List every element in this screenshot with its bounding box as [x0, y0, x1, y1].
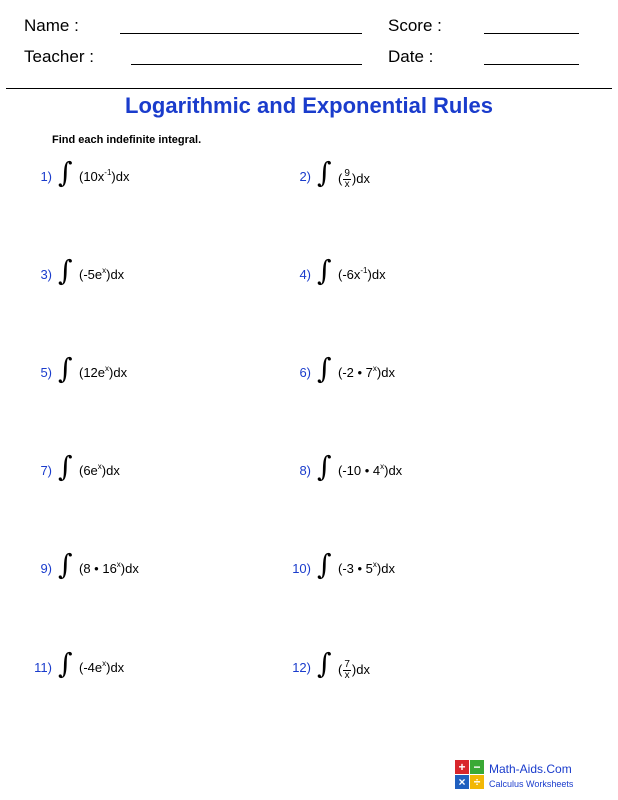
integral-symbol: ∫ — [58, 548, 73, 581]
problem-number: 6) — [299, 365, 311, 380]
integrand-tail: )dx — [109, 365, 128, 380]
exponent: x — [102, 266, 107, 275]
exponent: x — [105, 364, 110, 373]
integrand-base: (12e — [79, 365, 106, 380]
integrand — [338, 463, 402, 478]
problem-number: 1) — [40, 169, 52, 184]
integrand — [79, 463, 120, 478]
exponent: x — [372, 560, 377, 569]
times-icon: × — [455, 775, 469, 789]
divide-icon: ÷ — [470, 775, 484, 789]
problem-number: 4) — [299, 267, 311, 282]
fraction — [343, 169, 351, 190]
integrand — [79, 365, 127, 380]
integral-symbol: ∫ — [317, 352, 332, 385]
integrand-tail: )dx — [376, 365, 395, 380]
integrand — [338, 365, 395, 380]
integrand — [79, 267, 124, 282]
integrand — [338, 561, 395, 576]
problem-number: 11) — [34, 660, 52, 675]
fraction-denominator: x — [344, 179, 350, 190]
integral-symbol: ∫ — [58, 352, 73, 385]
exponent: -1 — [360, 266, 368, 275]
name-field[interactable] — [120, 33, 362, 34]
integrand-tail: )dx — [351, 661, 370, 677]
integrand — [338, 267, 386, 282]
integrand-open: ( — [338, 170, 343, 186]
integrand — [338, 660, 370, 681]
date-field[interactable] — [484, 64, 579, 65]
integrand — [79, 660, 124, 675]
integrand-open: ( — [338, 661, 343, 677]
problem-number: 10) — [292, 561, 311, 576]
integrand-base: (-10 • 4 — [338, 463, 381, 478]
math-aids-logo — [455, 760, 485, 790]
integral-symbol: ∫ — [317, 254, 332, 287]
exponent: x — [102, 659, 107, 668]
integrand-tail: )dx — [376, 561, 395, 576]
instructions: Find each indefinite integral. — [52, 134, 202, 146]
integrand — [338, 169, 370, 190]
problem-number: 8) — [299, 463, 311, 478]
minus-icon: − — [470, 760, 484, 774]
integral-symbol: ∫ — [317, 156, 332, 189]
exponent: -1 — [104, 168, 112, 177]
integrand — [79, 561, 139, 576]
brand-subtitle: Calculus Worksheets — [489, 779, 574, 789]
integral-symbol: ∫ — [58, 450, 73, 483]
integrand-tail: )dx — [111, 169, 130, 184]
brand-name: Math-Aids.Com — [489, 762, 572, 776]
problem-number: 3) — [40, 267, 52, 282]
exponent: x — [116, 560, 121, 569]
integrand-base: (-4e — [79, 660, 103, 675]
score-label: Score : — [388, 16, 442, 35]
page-title: Logarithmic and Exponential Rules — [125, 93, 493, 118]
problem-number: 12) — [292, 660, 311, 675]
integrand-base: (8 • 16 — [79, 561, 117, 576]
integrand-tail: )dx — [367, 267, 386, 282]
problem-number: 7) — [40, 463, 52, 478]
header-divider — [6, 88, 612, 89]
date-label: Date : — [388, 47, 434, 66]
integral-symbol: ∫ — [58, 156, 73, 189]
plus-icon: + — [455, 760, 469, 774]
integrand-base: (10x — [79, 169, 105, 184]
integral-symbol: ∫ — [317, 548, 332, 581]
problem-number: 2) — [299, 169, 311, 184]
fraction-denominator: x — [344, 670, 350, 681]
exponent: x — [380, 462, 385, 471]
integrand-base: (6e — [79, 463, 98, 478]
fraction — [343, 660, 351, 681]
problem-number: 5) — [40, 365, 52, 380]
score-field[interactable] — [484, 33, 579, 34]
integrand-tail: )dx — [106, 660, 125, 675]
integrand-base: (-5e — [79, 267, 103, 282]
integral-symbol: ∫ — [58, 647, 73, 680]
integrand-tail: )dx — [351, 170, 370, 186]
integrand-base: (-6x — [338, 267, 361, 282]
teacher-label: Teacher : — [24, 47, 94, 66]
integral-symbol: ∫ — [317, 647, 332, 680]
integrand-tail: )dx — [384, 463, 403, 478]
name-label: Name : — [24, 16, 79, 35]
integrand — [79, 169, 129, 184]
problem-number: 9) — [40, 561, 52, 576]
integrand-base: (-2 • 7 — [338, 365, 373, 380]
integrand-tail: )dx — [106, 267, 125, 282]
fraction-numerator: 7 — [344, 659, 350, 670]
exponent: x — [372, 364, 377, 373]
integral-symbol: ∫ — [317, 450, 332, 483]
teacher-field[interactable] — [131, 64, 362, 65]
integral-symbol: ∫ — [58, 254, 73, 287]
exponent: x — [97, 462, 102, 471]
integrand-base: (-3 • 5 — [338, 561, 373, 576]
fraction-numerator: 9 — [344, 168, 350, 179]
integrand-tail: )dx — [101, 463, 120, 478]
integrand-tail: )dx — [120, 561, 139, 576]
